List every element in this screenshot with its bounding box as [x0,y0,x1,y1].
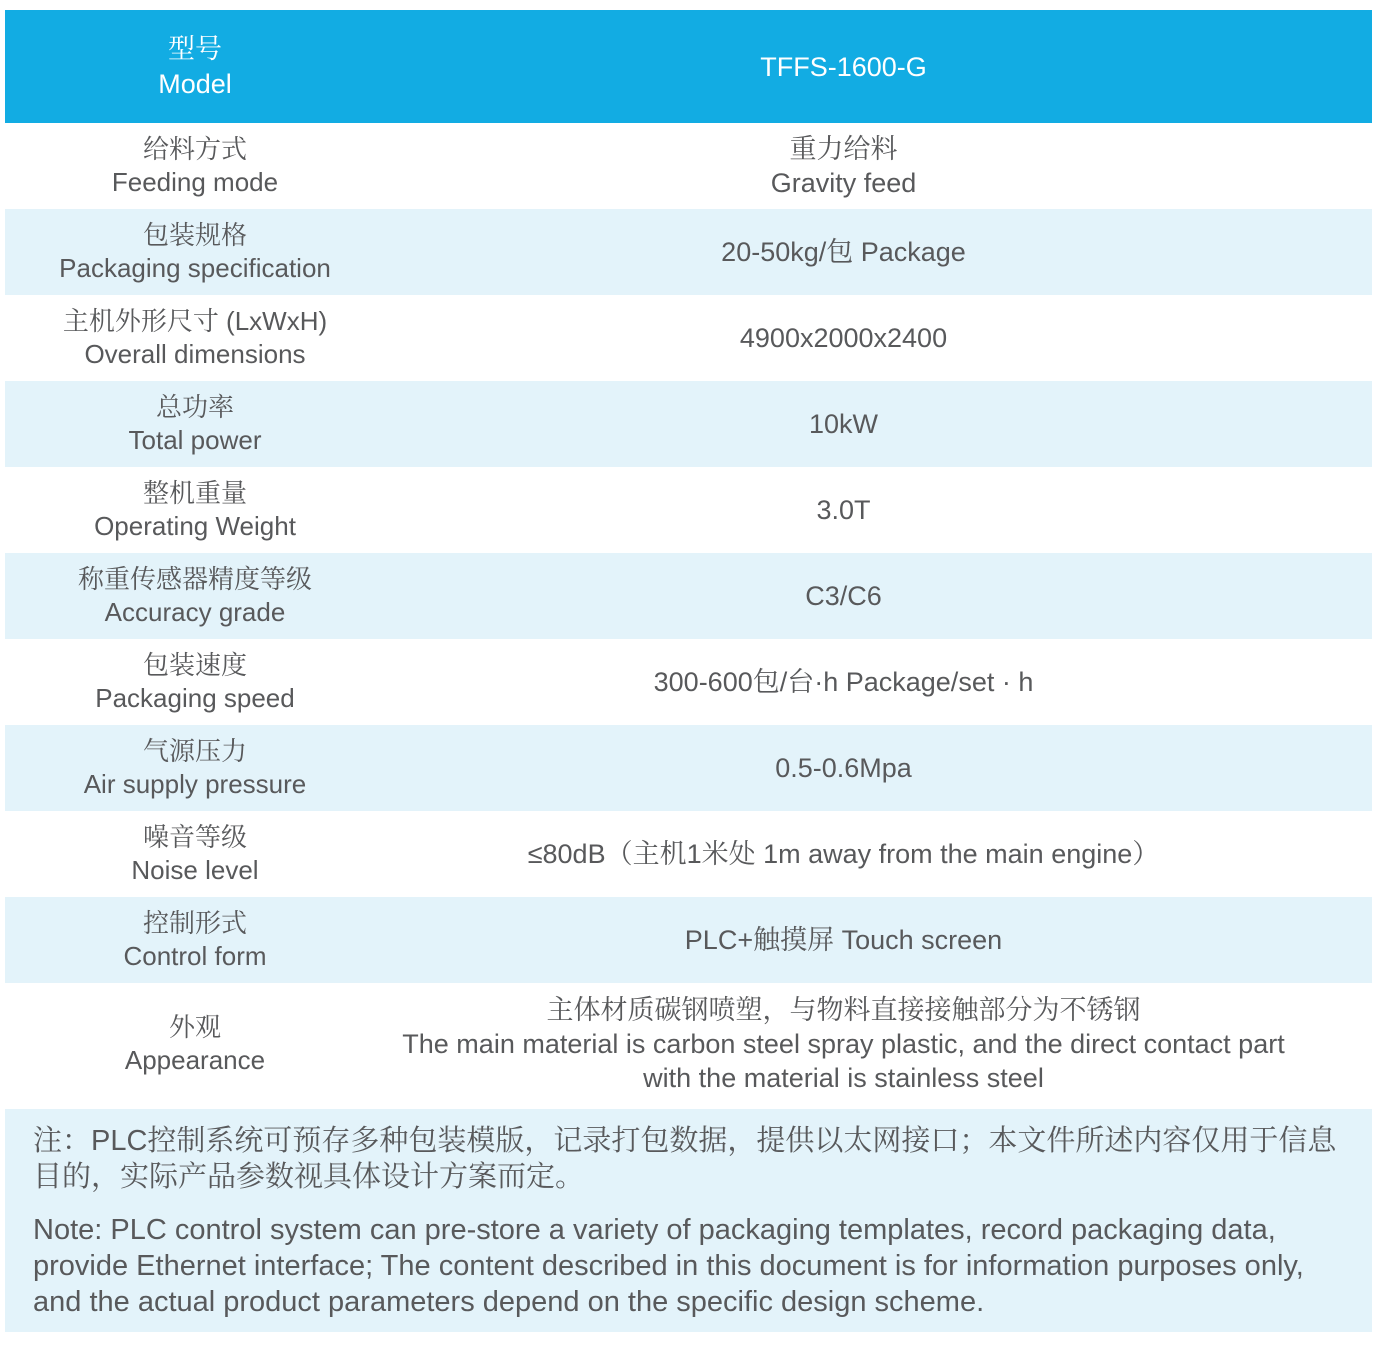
table-row [5,811,1372,897]
table-row [5,639,1372,725]
row-value-line: C3/C6 [805,581,882,611]
row-value-cell [385,579,1372,613]
row-value-line: PLC+触摸屏 Touch screen [684,925,1003,955]
row-value-cell [385,751,1372,785]
table-row [5,381,1372,467]
row-label-en: Overall dimensions [84,339,306,369]
row-label-en: Noise level [131,855,259,885]
header-label-en: Model [158,68,232,99]
row-value-line: The main material is carbon steel spray plastic, and the direct contact part [402,1029,1285,1059]
table-row [5,467,1372,553]
header-label-cell [5,32,385,102]
row-label-cell [5,735,385,801]
row-value-cell [385,923,1372,957]
row-value-cell [385,993,1372,1095]
row-label-zh: 主机外形尺寸 (LxWxH) [62,306,328,336]
row-label-zh: 包装规格 [142,220,247,250]
table-row [5,897,1372,983]
row-label-cell [5,821,385,887]
note-text-en: Note: PLC control system can pre-store a variety of packaging templates, record packaging data, provide Ethernet interface; The content described in this document is for information purposes only, and the actual product parameters depend on the specific design scheme. [33,1214,1304,1318]
row-label-cell [5,305,385,371]
row-label-cell [5,1011,385,1077]
row-value-line: 300-600包/台·h Package/set · h [653,667,1034,697]
row-value-line: 重力给料 [789,134,898,164]
notes-section [5,1109,1372,1332]
row-label-zh: 气源压力 [142,736,247,766]
row-value-line: with the material is stainless steel [643,1063,1044,1093]
note-text-zh: 注：PLC控制系统可预存多种包装模版，记录打包数据，提供以太网接口；本文件所述内容仅用于信息目的，实际产品参数视具体设计方案而定。 [33,1125,1337,1193]
row-label-zh: 外观 [168,1012,221,1042]
row-label-en: Appearance [124,1045,266,1075]
table-row [5,209,1372,295]
row-label-cell [5,907,385,973]
row-label-en: Control form [123,941,267,971]
row-label-cell [5,391,385,457]
row-label-zh: 噪音等级 [142,822,247,852]
row-value-line: 3.0T [816,495,871,525]
row-label-en: Operating Weight [94,511,296,541]
row-label-cell [5,219,385,285]
header-label-zh: 型号 [168,33,222,64]
header-model-value: TFFS-1600-G [760,51,927,82]
row-value-cell [385,407,1372,441]
row-label-zh: 总功率 [155,392,234,422]
spec-rows [5,123,1372,1105]
row-value-line: 10kW [808,409,879,439]
table-row [5,553,1372,639]
table-header-row [5,10,1372,123]
row-value-cell [385,321,1372,355]
row-label-zh: 给料方式 [142,134,247,164]
row-label-en: Accuracy grade [104,597,286,627]
table-row [5,725,1372,811]
row-value-line: 20-50kg/包 Package [721,237,966,267]
row-value-line: Gravity feed [770,168,917,198]
row-label-en: Air supply pressure [83,769,307,799]
table-row [5,123,1372,209]
row-value-line: 0.5-0.6Mpa [775,753,912,783]
row-value-cell [385,665,1372,699]
row-label-cell [5,133,385,199]
row-label-zh: 称重传感器精度等级 [77,564,312,594]
row-label-cell [5,477,385,543]
row-label-en: Packaging specification [59,253,331,283]
row-label-zh: 整机重量 [142,478,247,508]
row-value-line: 4900x2000x2400 [739,323,948,353]
table-row [5,983,1372,1105]
row-label-cell [5,649,385,715]
table-row [5,295,1372,381]
row-label-en: Packaging speed [95,683,295,713]
row-label-en: Feeding mode [111,167,279,197]
row-value-cell [385,837,1372,871]
row-value-cell [385,235,1372,269]
row-label-zh: 控制形式 [142,908,247,938]
row-value-cell [385,493,1372,527]
row-label-cell [5,563,385,629]
row-value-cell [385,132,1372,200]
row-label-zh: 包装速度 [142,650,247,680]
row-value-line: ≤80dB（主机1米处 1m away from the main engine） [527,839,1160,869]
row-value-line: 主体材质碳钢喷塑，与物料直接接触部分为不锈钢 [546,995,1141,1025]
row-label-en: Total power [128,425,262,455]
